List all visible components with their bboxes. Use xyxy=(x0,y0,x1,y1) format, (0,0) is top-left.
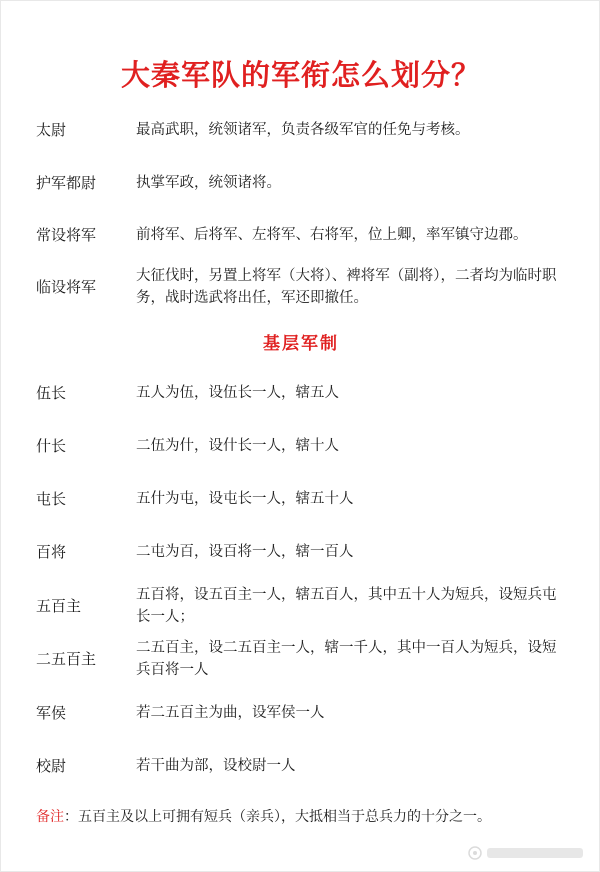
rank-desc: 执掌军政，统领诸将。 xyxy=(136,175,281,191)
unit-desc: 五什为屯，设屯长一人，辖五十人 xyxy=(136,491,354,507)
footnote xyxy=(36,806,576,828)
section-title: 基层军制 xyxy=(263,334,339,354)
page-title: 大秦军队的军衔怎么划分？ xyxy=(120,58,481,92)
unit-label: 校尉 xyxy=(36,757,67,775)
watermark-icon xyxy=(467,843,587,863)
unit-desc: 五人为伍，设伍长一人，辖五人 xyxy=(136,385,339,401)
unit-label: 屯长 xyxy=(36,490,67,508)
unit-label: 伍长 xyxy=(36,384,67,402)
unit-label: 军侯 xyxy=(36,704,67,722)
unit-desc: 二伍为什，设什长一人，辖十人 xyxy=(136,438,339,454)
rank-desc: 大征伐时，另置上将军（大将）、裨将军（副将），二者均为临时职务，战时选武将出任，军还即撤任。 xyxy=(136,268,557,306)
rank-label: 太尉 xyxy=(36,121,67,139)
rank-desc: 最高武职，统领诸军，负责各级军官的任免与考核。 xyxy=(136,122,470,138)
unit-desc: 若二五百主为曲，设军侯一人 xyxy=(136,705,325,721)
unit-label: 五百主 xyxy=(36,597,82,615)
footnote-label: 备注 xyxy=(36,809,64,825)
rank-label: 临设将军 xyxy=(36,278,97,296)
unit-desc: 若干曲为部，设校尉一人 xyxy=(136,758,296,774)
unit-label: 什长 xyxy=(36,437,67,455)
rank-label: 常设将军 xyxy=(36,226,97,244)
rank-desc: 前将军、后将军、左将军、右将军，位上卿，率军镇守边郡。 xyxy=(136,227,528,243)
unit-desc: 五百将，设五百主一人，辖五百人，其中五十人为短兵，设短兵屯长一人； xyxy=(136,587,557,625)
unit-desc: 二五百主，设二五百主一人，辖一千人，其中一百人为短兵，设短兵百将一人 xyxy=(136,640,557,678)
unit-label: 百将 xyxy=(36,543,67,561)
footnote-text: 五百主及以上可拥有短兵（亲兵），大抵相当于总兵力的十分之一。 xyxy=(78,809,491,825)
footnote-separator: ： xyxy=(64,809,78,825)
unit-desc: 二屯为百，设百将一人，辖一百人 xyxy=(136,544,354,560)
rank-label: 护军都尉 xyxy=(36,174,97,192)
unit-label: 二五百主 xyxy=(36,650,97,668)
